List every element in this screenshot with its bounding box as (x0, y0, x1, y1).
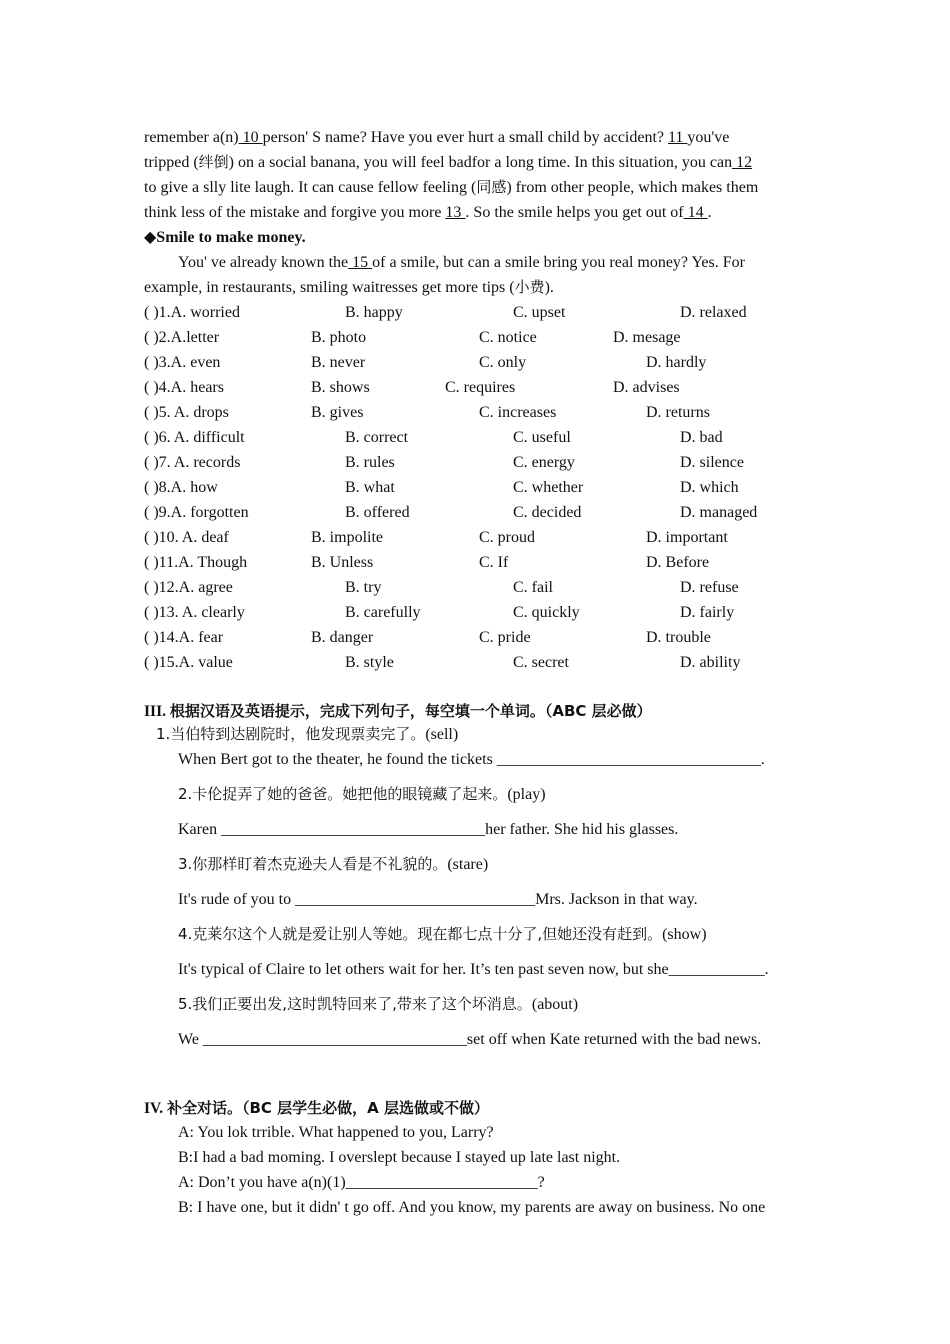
question-stem: ( )15.A. value (144, 654, 233, 671)
passage-text: example, in restaurants, smiling waitresses get more tips ( (144, 279, 515, 296)
passage-text: You' ve already known the (178, 254, 349, 271)
passage-text: ). (544, 279, 554, 296)
section-3-title: III. 根据汉语及英语提示，完成下列句子，每空填一个单词。（ABC 层必做） (144, 702, 652, 720)
question-stem: ( )8.A. how (144, 479, 218, 496)
passage-text: to give a slly lite laugh. It can cause fellow feeling ( (144, 179, 477, 196)
question-stem: ( )7. A. records (144, 454, 241, 471)
option-c: C. proud (479, 529, 535, 546)
option-b: B. carefully (345, 604, 421, 621)
sentence-5-prompt: 5.我们正要出发,这时凯特回来了,带来了这个坏消息。(about) (178, 995, 579, 1013)
passage-line (144, 175, 758, 200)
option-c: C. decided (513, 504, 582, 521)
blank-10: 10 (238, 129, 263, 146)
option-c: C. only (479, 354, 527, 371)
sentence-2-prompt: 2.卡伦捉弄了她的爸爸。她把他的眼镜藏了起来。(play) (178, 785, 546, 803)
passage-text: think less of the mistake and forgive you more (144, 204, 446, 221)
sentence-1-prompt: 1.当伯特到达剧院时，他发现票卖完了。(sell) (156, 725, 459, 743)
option-b: B. photo (311, 329, 367, 346)
option-c: C. secret (513, 654, 569, 671)
option-d: D. relaxed (680, 304, 747, 321)
blank-13: 13 (445, 204, 466, 221)
option-b: B. what (345, 479, 395, 496)
passage-text: remember a(n) (144, 129, 239, 146)
dialogue-line: A: Don’t you have a(n)(1)________________________? (178, 1174, 545, 1191)
question-stem: ( )3.A. even (144, 354, 221, 371)
passage-text: ) from other people, which makes them (506, 179, 759, 196)
option-c: C. If (479, 554, 509, 571)
sentence-3-answer: It's rude of you to ______________________________Mrs. Jackson in that way. (178, 891, 698, 908)
option-d: D. refuse (680, 579, 739, 596)
dialogue-line: B: I have one, but it didn' t go off. And you know, my parents are away on business. No one (178, 1199, 766, 1216)
option-b: B. Unless (311, 554, 374, 571)
sentence-2-answer: Karen _________________________________her father. She hid his glasses. (178, 821, 679, 838)
option-d: D. fairly (680, 604, 735, 621)
option-d: D. mesage (613, 329, 681, 346)
question-stem: ( )6. A. difficult (144, 429, 245, 446)
passage-text: . (707, 204, 712, 221)
option-d: D. bad (680, 429, 723, 446)
passage-text: person' S name? Have you ever hurt a small child by accident? (262, 129, 669, 146)
option-c: C. whether (513, 479, 584, 496)
question-stem: ( )4.A. hears (144, 379, 224, 396)
blank-15: 15 (348, 254, 373, 271)
option-d: D. important (646, 529, 728, 546)
passage-text: ) on a social banana, you will feel badfor a long time. In this situation, you can (228, 154, 733, 171)
option-c: C. upset (513, 304, 566, 321)
option-c: C. fail (513, 579, 553, 596)
question-stem: ( )9.A. forgotten (144, 504, 249, 521)
passage-text: of a smile, but can a smile bring you real money? Yes. For (372, 254, 745, 271)
option-d: D. ability (680, 654, 741, 671)
option-c: C. energy (513, 454, 575, 471)
option-b: B. never (311, 354, 366, 371)
option-d: D. which (680, 479, 739, 496)
blank-12: 12 (732, 154, 753, 171)
sentence-3-prompt: 3.你那样盯着杰克逊夫人看是不礼貌的。(stare) (178, 855, 489, 873)
option-d: D. advises (613, 379, 680, 396)
dialogue-line: A: You lok trrible. What happened to you, Larry? (178, 1124, 494, 1141)
passage-line (144, 200, 712, 225)
question-stem: ( )1.A. worried (144, 304, 240, 321)
option-b: B. shows (311, 379, 370, 396)
option-b: B. impolite (311, 529, 383, 546)
sentence-4-answer: It's typical of Claire to let others wait for her. It’s ten past seven now, but she____________. (178, 961, 769, 978)
passage-text: . So the smile helps you get out of (465, 204, 684, 221)
option-d: D. Before (646, 554, 710, 571)
option-c: C. pride (479, 629, 531, 646)
question-stem: ( )2.A.letter (144, 329, 220, 346)
option-c: C. notice (479, 329, 537, 346)
question-stem: ( )11.A. Though (144, 554, 248, 571)
section-heading: ◆Smile to make money. (144, 229, 306, 246)
blank-14: 14 (683, 204, 708, 221)
chinese-gloss: 同感 (476, 178, 507, 196)
question-stem: ( )13. A. clearly (144, 604, 245, 621)
passage-line (144, 275, 554, 300)
option-c: C. quickly (513, 604, 580, 621)
sentence-1-answer: When Bert got to the theater, he found the tickets _________________________________. (178, 751, 765, 768)
dialogue-line: B:I had a bad moming. I overslept because I stayed up late last night. (178, 1149, 621, 1166)
question-stem: ( )10. A. deaf (144, 529, 229, 546)
option-c: C. requires (445, 379, 516, 396)
passage-line (144, 125, 729, 150)
section-4-title: IV. 补全对话。（BC 层学生必做，A 层选做或不做） (144, 1099, 489, 1117)
passage-line (144, 150, 752, 175)
sentence-5-answer: We _________________________________set off when Kate returned with the bad news. (178, 1031, 762, 1048)
option-b: B. style (345, 654, 394, 671)
option-b: B. correct (345, 429, 409, 446)
passage-line (178, 250, 745, 275)
option-d: D. returns (646, 404, 710, 421)
blank-11: 11 (668, 129, 688, 146)
option-c: C. useful (513, 429, 571, 446)
option-b: B. danger (311, 629, 374, 646)
chinese-gloss: 绊倒 (198, 153, 229, 171)
option-b: B. offered (345, 504, 410, 521)
option-b: B. happy (345, 304, 403, 321)
option-d: D. silence (680, 454, 744, 471)
question-stem: ( )14.A. fear (144, 629, 224, 646)
question-stem: ( )12.A. agree (144, 579, 233, 596)
option-b: B. rules (345, 454, 395, 471)
option-c: C. increases (479, 404, 557, 421)
passage-text: tripped ( (144, 154, 199, 171)
passage-text: you've (687, 129, 730, 146)
option-b: B. try (345, 579, 382, 596)
sentence-4-prompt: 4.克莱尔这个人就是爱让别人等她。现在都七点十分了,但她还没有赶到。(show) (178, 925, 707, 943)
option-d: D. hardly (646, 354, 707, 371)
option-d: D. managed (680, 504, 758, 521)
question-stem: ( )5. A. drops (144, 404, 229, 421)
option-d: D. trouble (646, 629, 711, 646)
chinese-gloss: 小费 (514, 278, 545, 296)
option-b: B. gives (311, 404, 364, 421)
